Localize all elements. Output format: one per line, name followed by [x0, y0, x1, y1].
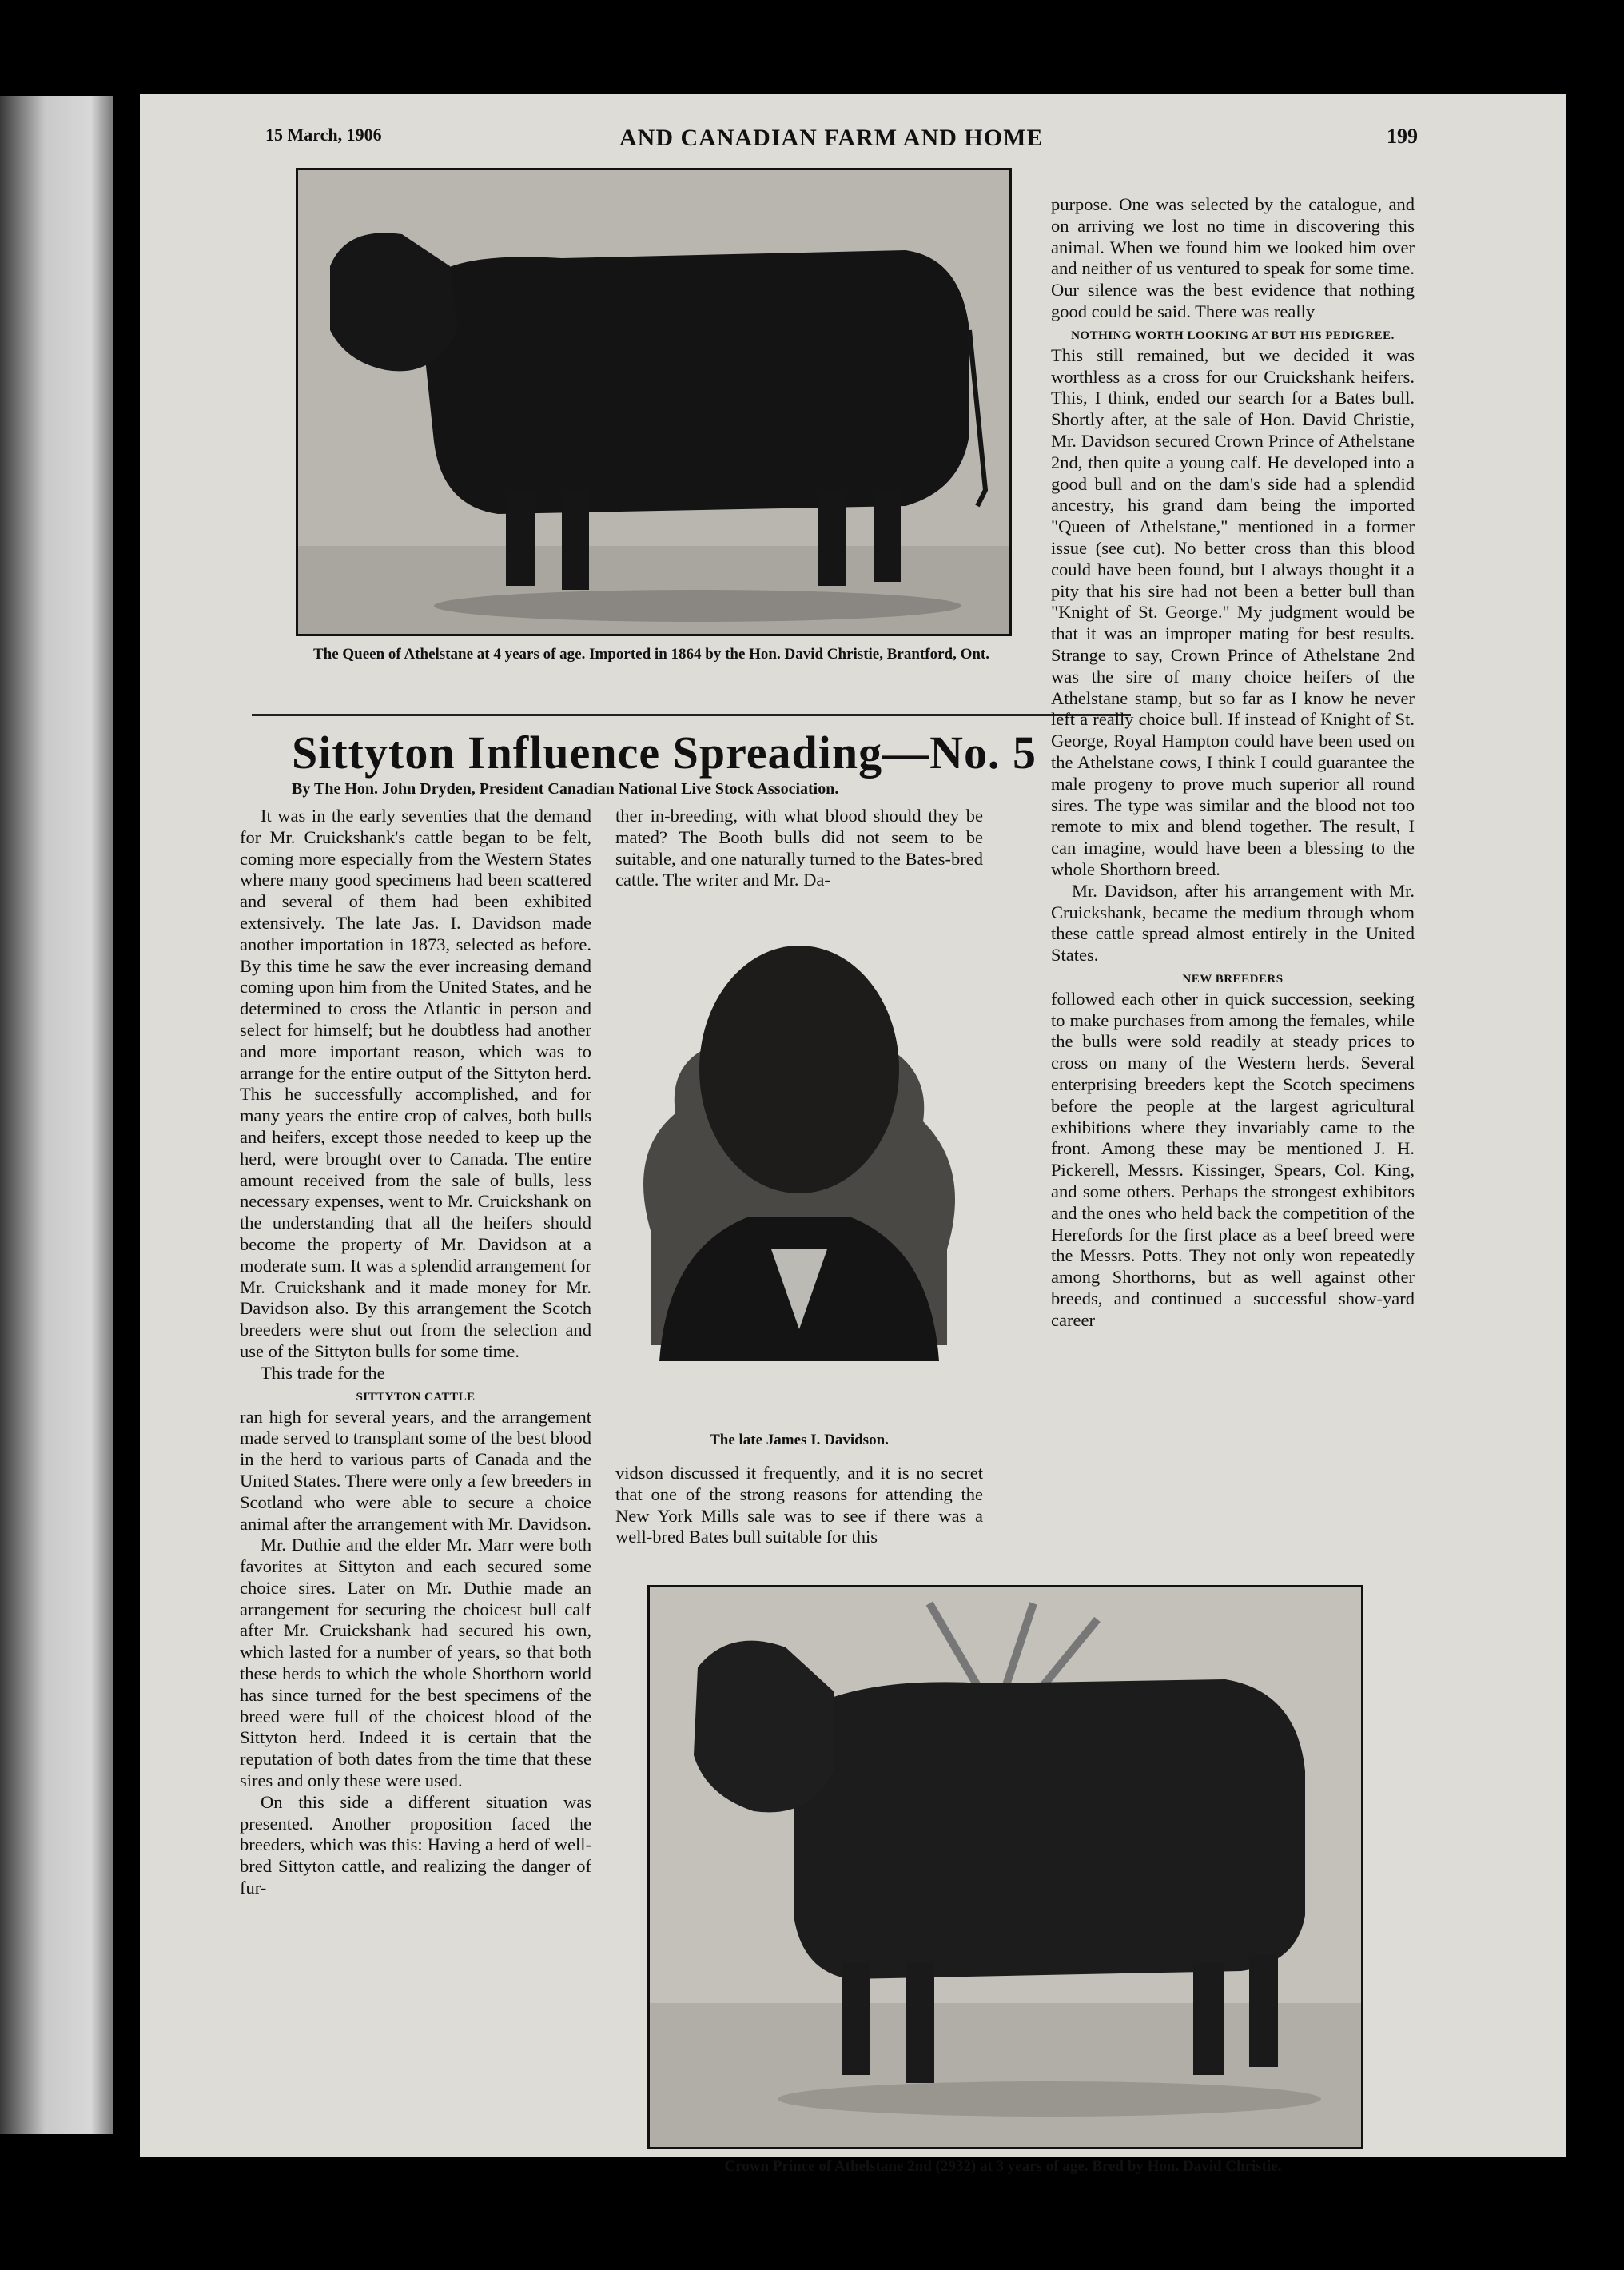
bull-drawing — [650, 1587, 1361, 2147]
queen-of-athelstane-illustration — [296, 168, 1012, 636]
paragraph: This trade for the — [261, 1362, 385, 1383]
portrait-caption: The late James I. Davidson. — [710, 1432, 889, 1448]
davidson-portrait — [619, 914, 979, 1361]
article-column-3 — [1051, 194, 1415, 1332]
paragraph: ther in-breeding, with what blood should they be mated? The Booth bulls did not seem to be suitable, and one naturally turned to the Bates-bred cattle. The writer and Mr. Da- — [615, 806, 983, 890]
subhead-pedigree: NOTHING WORTH LOOKING AT BUT HIS PEDIGREE. — [1071, 329, 1395, 342]
portrait-drawing — [619, 914, 979, 1361]
paragraph: This still remained, but we decided it was worthless as a cross for our Cruickshank heifers. This, I think, ended our search for a Bates bull. Shortly after, at the sale of Hon. David Christie, Mr. Davidson secured Crown Prince of Athelstane 2nd, then quite a young calf. He developed into a good bull and on the dam's side had a splendid ancestry, his grand dam being the imported "Queen of Athelstane," mentioned in a former issue (see cut). No better cross than this blood could have been found, but I always thought it a pity that his sire had not been a better bull than "Knight of St. George." My judgment would be that it was an improper mating for best results. Strange to say, Crown Prince of Athelstane 2nd was the sire of many choice heifers of the Athelstane stamp, but so far as I know he never left a really choice bull. If instead of Knight of St. George, Royal Hampton could have been used on the Athelstane cows, I think I could guarantee the male progeny to prove much superior all round sires. The type was similar and the blood not too remote to mix and blend together. The result, I can imagine, would have been a blessing to the whole Shorthorn breed. — [1051, 344, 1415, 879]
page-number: 199 — [1387, 125, 1418, 148]
crown-prince-caption: Crown Prince of Athelstane 2nd (2932) at 3 years of age. Bred by Hon. David Christie. — [724, 2158, 1282, 2175]
subhead-sittyton-cattle: SITTYTON CATTLE — [356, 1390, 476, 1404]
publication-title: AND CANADIAN FARM AND HOME — [619, 125, 1044, 151]
paragraph: followed each other in quick succession, seeking to make purchases from among the females, while the bulls were sold readily at steady prices to cross on many of the Western herds. Several enterprising breeders kept the Scotch specimens before the people at the largest agricultural exhibitions where they invariably came to the front. Among these may be mentioned J. H. Pickerell, Messrs. Kissinger, Spears, Col. King, and some others. Perhaps the strongest exhibitors and the ones who held back the competition of the Herefords for the first place as a beef breed were the Messrs. Potts. They not only won repeatedly among Shorthorns, but as well against other breeds, and continued a successful show-yard career — [1051, 988, 1415, 1330]
article-column-2-top — [615, 806, 983, 891]
paragraph: On this side a different situation was presented. Another proposition faced the breeders, which was this: Having a herd of well-bred Sittyton cattle, and realizing the danger of fur- — [240, 1791, 591, 1898]
article-column-1 — [240, 806, 591, 1899]
newspaper-page — [140, 94, 1566, 2175]
article-column-2-bottom — [615, 1463, 983, 1548]
cow-drawing — [298, 170, 1009, 634]
crown-prince-illustration — [647, 1585, 1363, 2149]
paragraph: ran high for several years, and the arrangement made served to transplant some of the best blood in the herd to various parts of Canada and the United States. There were only a few breeders in Scotland who were able to secure a choice animal after the arrangement with Mr. Davidson. — [240, 1406, 591, 1534]
paragraph: Mr. Davidson, after his arrangement with Mr. Cruickshank, became the medium through whom these cattle spread almost entirely in the United States. — [1051, 880, 1415, 966]
paragraph: purpose. One was selected by the catalogue, and on arriving we lost no time in discovering this animal. When we found him we looked him over and neither of us ventured to speak for some time. Our silence was the best evidence that nothing good could be said. There was really — [1051, 194, 1415, 321]
paragraph: It was in the early seventies that the demand for Mr. Cruickshank's cattle began to be felt, coming more especially from the Western States where many good specimens had been scattered and several of them had been exhibited extensively. The late Jas. I. Davidson made another importation in 1873, selected as before. By this time he saw the ever increasing demand coming upon him from the United States, and he determined to cross the Atlantic in person and select for himself; but he doubtless had another and more important reason, which was to arrange for the entire output of the Sittyton herd. This he successfully accomplished, and for many years the entire crop of calves, both bulls and heifers, except those needed to keep up the herd, were brought over to Canada. The entire amount received from the sale of bulls, less necessary expenses, went to Mr. Cruickshank on the understanding that all the heifers should become the property of Mr. Davidson at a moderate sum. It was a splendid arrangement for Mr. Cruickshank and it made money for Mr. Davidson also. By this arrangement the Scotch breeders were shut out from the selection and use of the Sittyton bulls for some time. — [240, 806, 591, 1361]
article-byline: By The Hon. John Dryden, President Canadian National Live Stock Association. — [292, 780, 839, 798]
subhead-new-breeders: NEW BREEDERS — [1182, 972, 1284, 986]
article-headline: Sittyton Influence Spreading—No. 5 — [292, 727, 1037, 779]
paragraph: vidson discussed it frequently, and it is no secret that one of the strong reasons for attending the New York Mills sale was to see if there was a well-bred Bates bull suitable for this — [615, 1463, 983, 1547]
previous-page-edge — [0, 96, 113, 2134]
issue-date: 15 March, 1906 — [265, 125, 382, 145]
headline-rule — [252, 714, 1131, 716]
queen-caption: The Queen of Athelstane at 4 years of age. Imported in 1864 by the Hon. David Christie, Brantford, Ont. — [312, 646, 989, 663]
paragraph: Mr. Duthie and the elder Mr. Marr were both favorites at Sittyton and each secured some choice sires. Later on Mr. Duthie made an arrangement for securing the choicest bull calf after Mr. Cruickshank had secured his own, which lasted for a number of years, so that both these herds to which the whole Shorthorn world has since turned for the best specimens of the breed were full of the choicest blood of the Sittyton herd. Indeed it is certain that the reputation of both dates from the time that these sires and only these were used. — [240, 1535, 591, 1791]
